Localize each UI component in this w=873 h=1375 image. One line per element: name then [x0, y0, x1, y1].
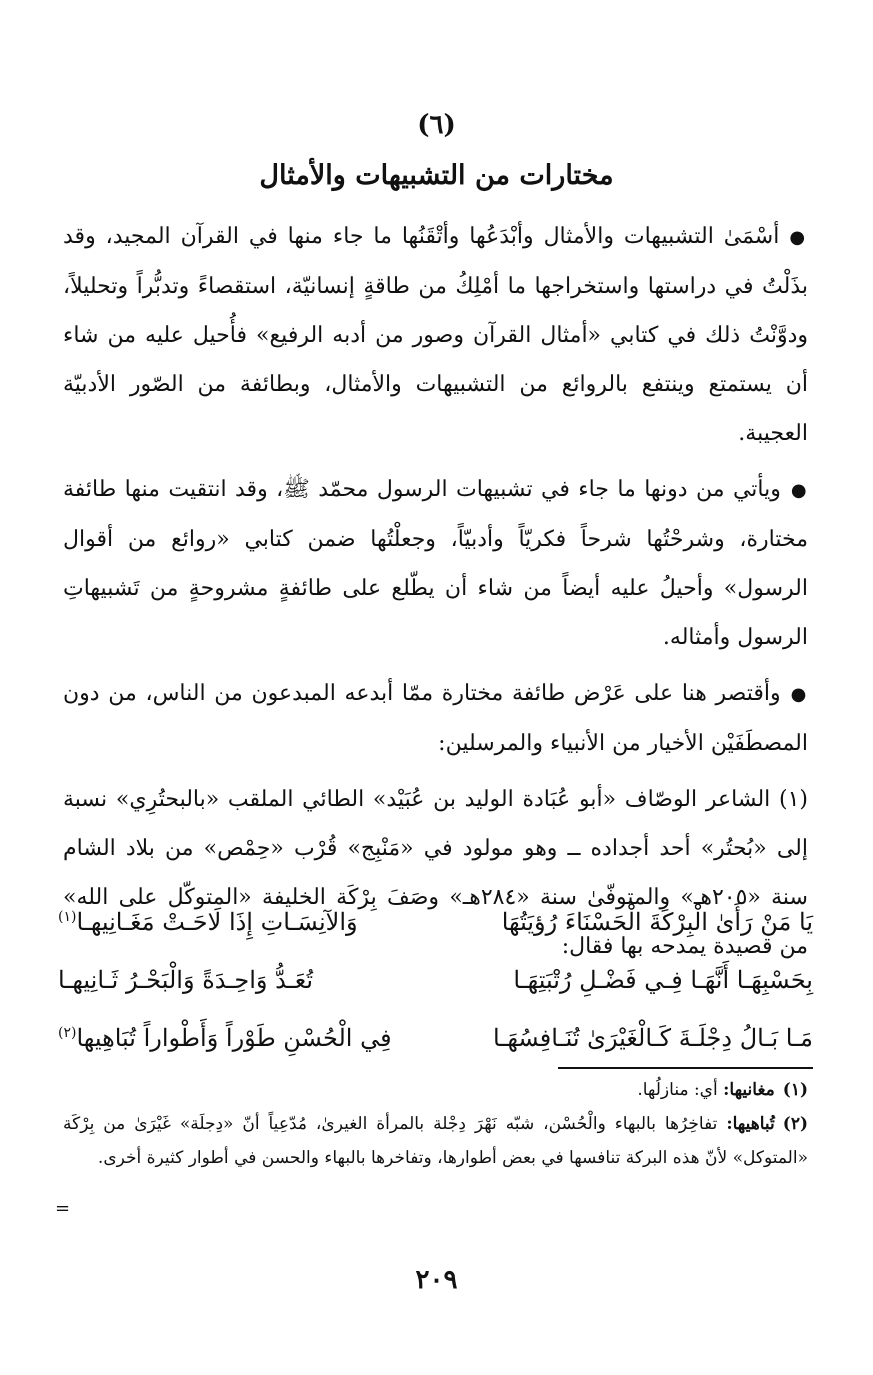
bullet-icon: ●: [790, 480, 808, 501]
paragraph-text: ويأتي من دونها ما جاء في تشبيهات الرسول محمّد ﷺ، وقد انتقيت منها طائفة مختارة، وشرحْتُها شرحاً فكريّاً وأدبيّاً، وجعلْتُها ضمن كتابي «روائع من أقوال الرسول» وأحيلُ عليه أيضاً من شاء أن يطّلع على طائفةٍ مشروحةٍ من تَشبيهاتِ الرسول وأمثاله.: [63, 477, 808, 650]
paragraph-text: (١) الشاعر الوصّاف «أبو عُبَادة الوليد بن عُبَيْد» الطائي الملقب «بالبحتُرِي» نسبة إلى «بُحتُر» أحد أجداده ــ وهو مولود في «مَنْبِج» قُرْب «حِمْص» من بلاد الشام سنة «٢٠٥هـ» والمتوفّىٰ سنة «٢٨٤هـ» وصَفَ بِرْكَة الخليفة «المتوكّل على الله» من قصيدة يمدحه بها فقال:: [63, 787, 808, 959]
section-number: (٦): [417, 110, 456, 140]
verse-first-half: مَـا بَـالُ دِجْلَـةَ كَـالْغَيْرَىٰ تُنَـافِسُهَـا: [492, 1024, 813, 1052]
page-number: ٢٠٩: [415, 1265, 458, 1295]
bullet-icon: ●: [789, 227, 808, 248]
footnote-marker: (٢): [58, 1025, 77, 1041]
paragraph: [63, 465, 808, 662]
verse-second-half: [58, 1024, 413, 1052]
verse-second-half-text: وَالآنِسَـاتِ إِذَا لَاحَـتْ مَغَـانِيهـا: [76, 908, 358, 936]
verse-first-half: يَا مَنْ رَأَىٰ الْبِرْكَةَ الْحَسْنَاءَ رُؤيَتُهَا: [501, 908, 813, 936]
poem-verse: [58, 951, 813, 1009]
footnotes: [63, 1073, 808, 1175]
footnote-marker: (١): [58, 909, 77, 925]
paragraph-text: وأقتصر هنا على عَرْض طائفة مختارة ممّا أبدعه المبدعون من الناس، من دون المصطَفَيْن الأخيار من الأنبياء والمرسلين:: [63, 681, 808, 756]
verse-second-half: [58, 908, 413, 936]
continuation-mark: =: [55, 1198, 71, 1219]
footnote-text: تفاخِرُها بالبهاء والْحُسْن، شبّه نَهْرَ دِجْلة بالمرأة الغيرىٰ، مُدّعِياً أنّ «دِجلَة» غَيْرَىٰ من بِرْكَة «المتوكل» لأنّ هذه البركة تنافسها في بعض أطوارها، وتفاخرها بالبهاء والحسن في أطوار كثيرة أخرى.: [63, 1114, 808, 1168]
paragraph-text: أسْمَىٰ التشبيهات والأمثال وأبْدَعُها وأتْقَنُها ما جاء منها في القرآن المجيد، وقد بذَلْتُ في دراستها واستخراجها ما أمْلِكُ من طاقةٍ إنسانيّة، استقصاءً وتدبُّراً وتحليلاً، ودوَّنْتُ ذلك في كتابي «أمثال القرآن وصور من أدبه الرفيع» فأُحيل عليه من شاء أن يستمتع وينتفع بالروائع من التشبيهات والأمثال، وبطائفة من الصّور الأدبيّة العجيبة.: [63, 224, 808, 446]
poem: [58, 893, 813, 1067]
footnote: [63, 1073, 808, 1107]
verse-first-half: بِحَسْبِهَـا أَنَّهَـا فِـي فَضْـلِ رُتْبَتِهَـا: [513, 966, 813, 994]
paragraph: [63, 212, 808, 458]
bullet-icon: ●: [790, 684, 808, 705]
verse-second-half-text: تُعَـدُّ وَاحِـدَةً وَالْبَحْـرُ ثَـانِيهـا: [58, 966, 313, 994]
footnote-term: مغانيها:: [723, 1080, 775, 1100]
verse-second-half: [58, 966, 413, 994]
body-text: [63, 212, 808, 978]
poem-verse: [58, 1009, 813, 1067]
verse-second-half-text: فِي الْحُسْنِ طَوْراً وَأَطْواراً تُبَاهِيها: [76, 1024, 392, 1052]
footnote-text: أي: منازلُها.: [637, 1080, 718, 1100]
footnote: [63, 1107, 808, 1175]
footnote-divider: [558, 1067, 813, 1069]
footnote-number: (٢): [782, 1114, 808, 1134]
paragraph: [63, 669, 808, 768]
footnote-number: (١): [782, 1080, 808, 1100]
page-title: مختارات من التشبيهات والأمثال: [259, 160, 614, 191]
poem-verse: [58, 893, 813, 951]
footnote-term: تُباهيها:: [726, 1114, 775, 1134]
